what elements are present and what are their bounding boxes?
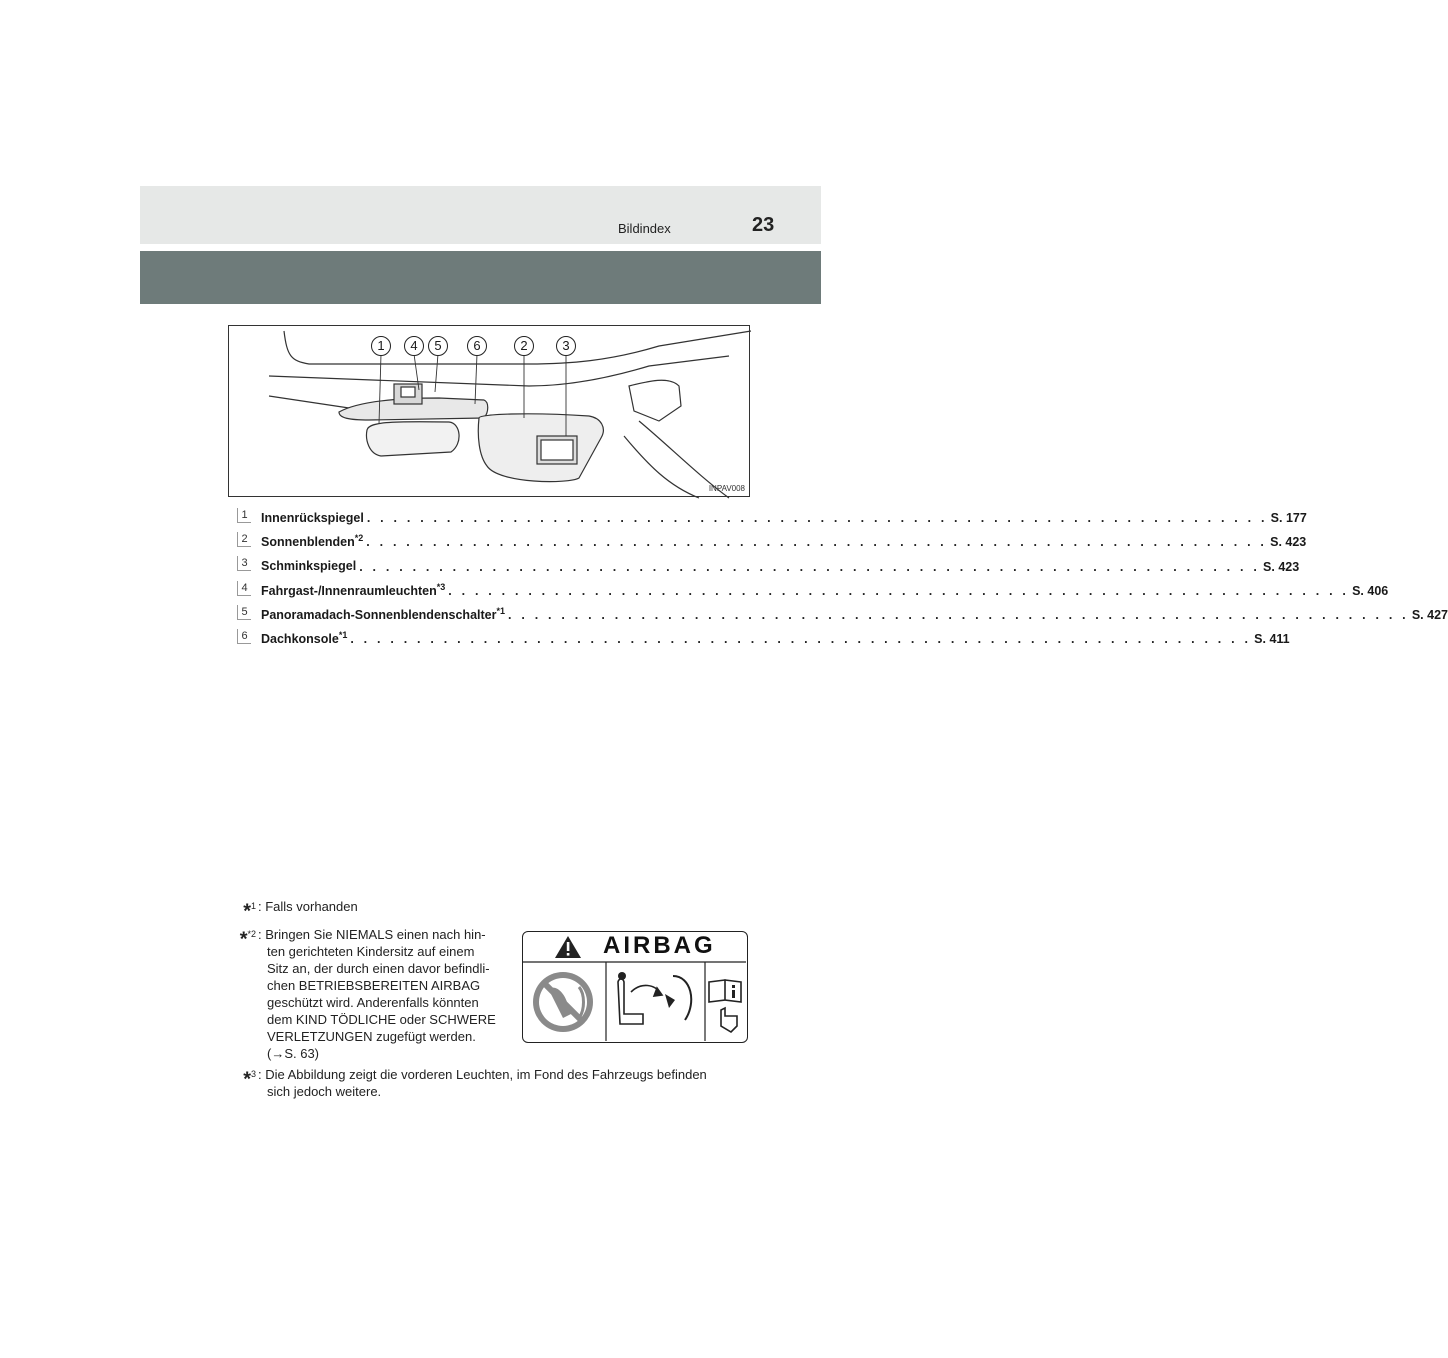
item-number: 3 — [237, 556, 251, 571]
item-page-ref[interactable]: S. 411 — [1254, 632, 1290, 647]
airbag-deploy-icon — [618, 972, 691, 1024]
callout-3: 3 — [556, 336, 576, 356]
list-item[interactable] — [237, 629, 1290, 653]
list-item[interactable] — [237, 605, 1448, 629]
leader-dots: . . . . . . . . . . . . . . . . . . . . . . . . . . . . . . . . . . . . . . . . . . . . . . . . . . . . . . . . . . . . . . . . . . . . — [366, 535, 1268, 550]
leader-dots: . . . . . . . . . . . . . . . . . . . . . . . . . . . . . . . . . . . . . . . . . . . . . . . . . . . . . . . . . . . . . . . . . . . . — [366, 511, 1268, 526]
item-number: 2 — [237, 532, 251, 547]
leader-dots: . . . . . . . . . . . . . . . . . . . . . . . . . . . . . . . . . . . . . . . . . . . . . . . . . . . . . . . . . . . . . . . . . . . . — [350, 632, 1252, 647]
overhead-console-figure — [228, 325, 750, 497]
airbag-warning-label — [522, 931, 748, 1043]
leader-dots: . . . . . . . . . . . . . . . . . . . . . . . . . . . . . . . . . . . . . . . . . . . . . . . . . . . . . . . . . . . . . . . . . . . . — [359, 559, 1261, 574]
figure-code: INPAV008 — [708, 484, 745, 493]
list-item[interactable] — [237, 556, 1300, 580]
header-bar — [140, 186, 821, 244]
airbag-title: AIRBAG — [603, 932, 716, 959]
section-banner — [140, 251, 821, 304]
item-label: Innenrückspiegel — [261, 511, 364, 526]
roof-interior-illustration — [229, 326, 751, 498]
leader-dots: . . . . . . . . . . . . . . . . . . . . . . . . . . . . . . . . . . . . . . . . . . . . . . . . . . . . . . . . . . . . . . . . . . . . — [448, 583, 1350, 598]
list-item[interactable] — [237, 532, 1307, 556]
callout-2: 2 — [514, 336, 534, 356]
item-label: Fahrgast-/Innenraumleuchten$^{*3}$ — [261, 581, 446, 598]
page-number: 23 — [752, 214, 775, 236]
item-page-ref[interactable]: S. 177 — [1270, 511, 1307, 526]
list-item[interactable] — [237, 581, 1389, 605]
warning-triangle-icon — [555, 936, 581, 958]
item-page-ref[interactable]: S. 423 — [1263, 559, 1300, 574]
item-label: Dachkonsole$^{*1}$ — [261, 629, 348, 647]
item-page-ref[interactable]: S. 427 — [1411, 607, 1448, 622]
callout-5: 5 — [428, 336, 448, 356]
list-item[interactable] — [237, 508, 1307, 532]
callout-4: 4 — [404, 336, 424, 356]
item-number: 4 — [237, 581, 251, 596]
item-label: Panoramadach-Sonnenblendenschalter$^{*1}$ — [261, 605, 505, 622]
item-list — [237, 508, 1448, 653]
section-title: Bildindex — [618, 221, 671, 236]
read-manual-icon — [709, 980, 741, 1032]
item-label: Schminkspiegel — [261, 559, 357, 574]
callout-6: 6 — [467, 336, 487, 356]
page-ref-link[interactable]: (→S. 63) — [267, 1046, 320, 1061]
no-rear-facing-seat-icon — [533, 972, 593, 1032]
item-number: 5 — [237, 605, 251, 620]
callout-1: 1 — [371, 336, 391, 356]
leader-dots: . . . . . . . . . . . . . . . . . . . . . . . . . . . . . . . . . . . . . . . . . . . . . . . . . . . . . . . . . . . . . . . . . . . . — [508, 607, 1409, 622]
item-number: 6 — [237, 629, 251, 644]
item-page-ref[interactable]: S. 423 — [1270, 535, 1307, 550]
item-number: 1 — [237, 508, 251, 523]
item-label: Sonnenblenden$^{*2}$ — [261, 533, 364, 550]
item-page-ref[interactable]: S. 406 — [1352, 583, 1389, 598]
